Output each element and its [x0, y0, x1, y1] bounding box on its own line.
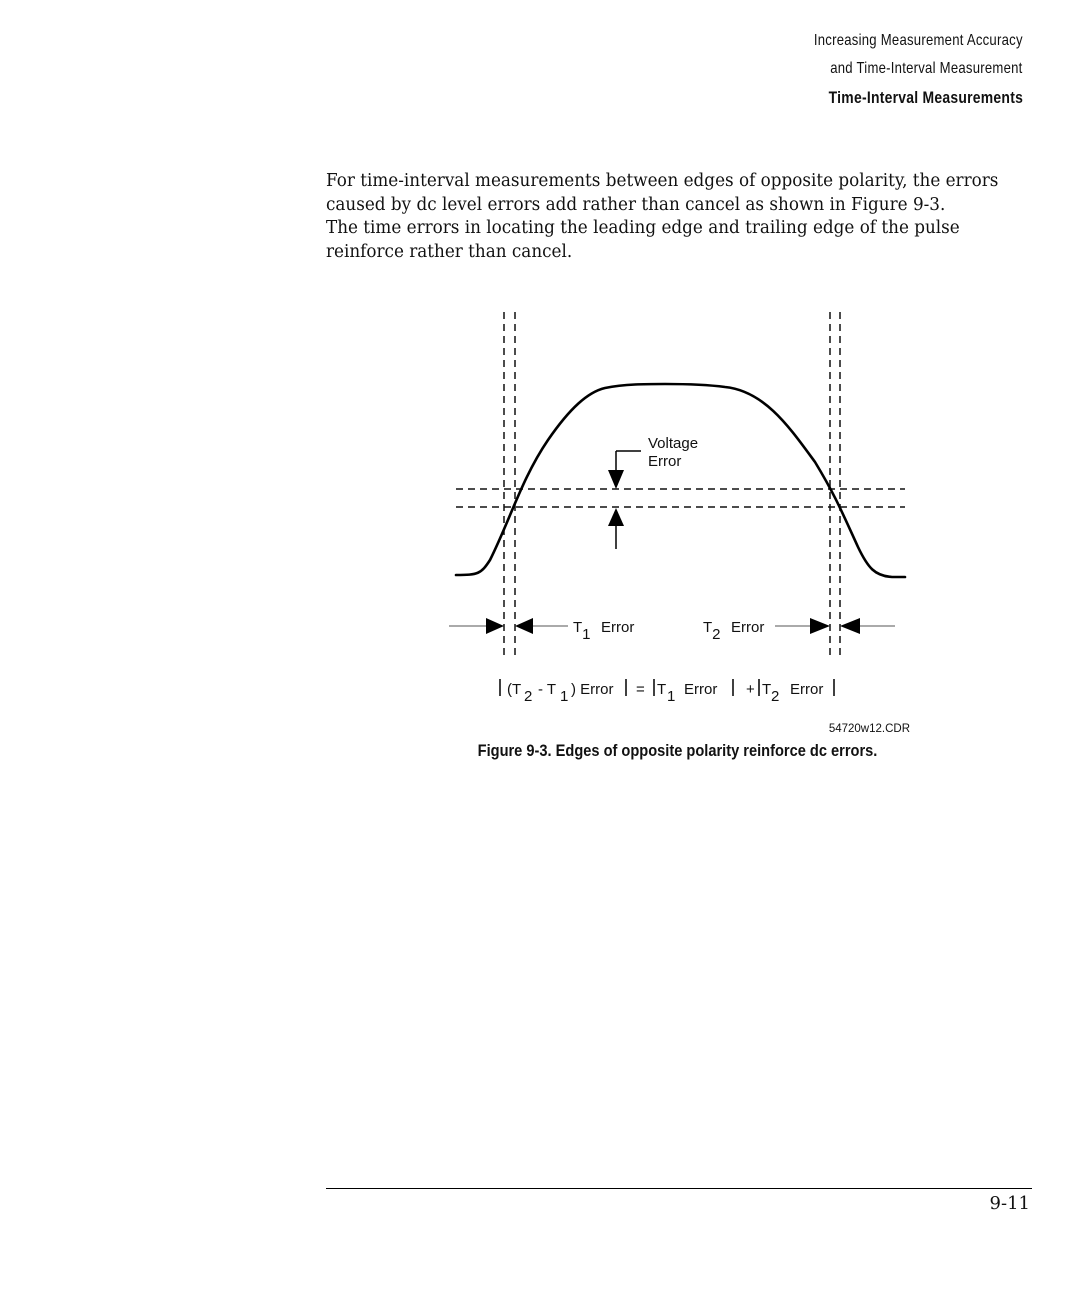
error-equation	[500, 679, 834, 705]
eq-plus: +	[746, 681, 755, 698]
eq-t2-sub: 2	[771, 688, 780, 705]
footer-rule	[326, 1188, 1032, 1189]
voltage-error-up-arrow	[608, 508, 624, 526]
pulse-waveform	[456, 384, 905, 577]
running-header-line-1: Increasing Measurement Accuracy	[814, 32, 1023, 49]
t2-left-pointing-arrow	[840, 618, 860, 634]
t1-label: T1	[573, 619, 591, 643]
voltage-error-down-arrow	[608, 470, 624, 489]
eq-t1-error: Error	[684, 681, 718, 698]
running-header-section: Time-Interval Measurements	[828, 88, 1023, 107]
eq-t1: T	[657, 681, 667, 698]
eq-close-error: ) Error	[571, 681, 614, 698]
t2-right-pointing-arrow	[810, 618, 830, 634]
t2-error-label: Error	[731, 619, 765, 636]
eq-t2: T	[762, 681, 772, 698]
eq-sub-2: 2	[524, 688, 533, 705]
t1-right-pointing-arrow	[486, 618, 504, 634]
eq-sub-1: 1	[560, 688, 569, 705]
eq-t2-error: Error	[790, 681, 824, 698]
t1-left-pointing-arrow	[515, 618, 533, 634]
eq-equals: =	[636, 681, 645, 698]
body-line: The time errors in locating the leading edge and trailing edge of the pulse	[326, 218, 960, 238]
eq-t1-sub: 1	[667, 688, 676, 705]
figure-file-id: 54720w12.CDR	[828, 723, 910, 735]
body-line: caused by dc level errors add rather than cancel as shown in Figure 9-3.	[326, 194, 946, 215]
body-line: reinforce rather than cancel.	[326, 241, 573, 262]
body-line: For time-interval measurements between edges of opposite polarity, the errors	[326, 171, 999, 191]
voltage-label: Voltage	[648, 435, 699, 452]
t1-error-label: Error	[601, 619, 635, 636]
page-number: 9-11	[989, 1193, 1030, 1214]
running-header-line-2: and Time-Interval Measurement	[830, 60, 1023, 77]
voltage-error-label: Error	[648, 453, 682, 470]
eq-minus-t: - T	[538, 681, 557, 698]
t2-label: T2	[703, 619, 721, 643]
figure-caption: Figure 9-3. Edges of opposite polarity reinforce dc errors.	[477, 741, 878, 760]
eq-open: (T	[507, 681, 522, 698]
